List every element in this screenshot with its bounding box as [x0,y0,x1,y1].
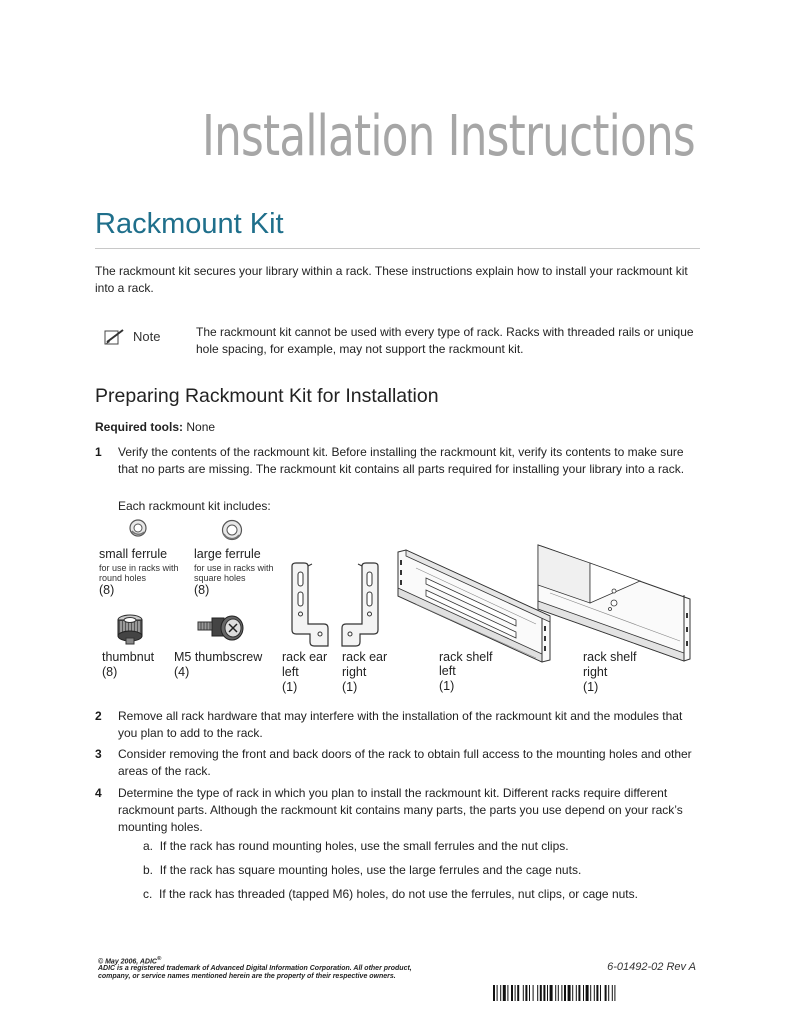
step-text: Verify the contents of the rackmount kit. Before installing the rackmount kit, verify its contents to make sure that no parts are missing. The rackmount kit contains all parts required for installing your library into a rack. [118,445,685,476]
small-ferrule-label: small ferrule [99,547,168,561]
sub-item [143,838,569,855]
small-ferrule-desc: for use in racks with [99,563,179,573]
title-divider [95,248,700,249]
step-number: 4 [95,786,102,800]
required-tools [95,419,215,436]
rack-ear-right-qty: (1) [342,680,358,694]
trademark-line: ADIC is a registered trademark of Advanced Digital Information Corporation. All other product, [98,965,412,972]
rack-shelf-left-label: rack shelf [439,650,493,664]
note-text: The rackmount kit cannot be used with every type of rack. Racks with threaded rails or unique hole spacing, for example, may not support the rackmount kit. [196,325,694,356]
note-label: Note [133,329,161,344]
step-text: Remove all rack hardware that may interfere with the installation of the rackmount kit and the modules that you plan to add to the rack. [118,709,683,740]
step-number: 1 [95,445,102,459]
rack-shelf-right-qty: (1) [583,680,599,694]
step-text: Consider removing the front and back doors of the rack to obtain full access to the mounting holes and other areas of the rack. [118,747,692,778]
step-text: Determine the type of rack in which you plan to install the rackmount kit. Different racks require different rackmount parts. Although the rackmount kit contains many parts, the parts you use depend on your rack’s mounting holes. [118,786,683,834]
sub-item-letter: b. [143,863,154,877]
sub-item-text: If the rack has round mounting holes, use the small ferrules and the nut clips. [159,839,569,853]
rack-ear-right-image [340,562,386,648]
large-ferrule-label: large ferrule [194,547,261,561]
thumbnut-image [116,612,144,646]
sub-item-text: If the rack has threaded (tapped M6) holes, do not use the ferrules, nut clips, or cage nuts. [159,887,638,901]
rack-shelf-right-label: rack shelf [583,650,637,664]
thumbnut-label: thumbnut [102,650,155,664]
barcode-image [493,985,693,1003]
rack-shelf-left-label: left [439,664,456,678]
rack-ear-left-qty: (1) [282,680,298,694]
step-number: 3 [95,747,102,761]
thumbnut-qty: (8) [102,665,118,679]
section-title: Rackmount Kit [95,208,284,240]
intro-paragraph: The rackmount kit secures your library within a rack. These instructions explain how to install your rackmount kit into a rack. [95,264,688,295]
rack-shelf-right-image [530,543,694,665]
small-ferrule-desc: round holes [99,573,147,583]
note-pencil-icon [104,328,126,346]
sub-item [143,862,581,879]
rack-shelf-left-image [396,548,552,664]
copyright-text: © May 2006, ADIC [98,958,157,966]
rack-ear-right-label: rack ear [342,650,388,664]
document-type-title: Installation Instructions [202,104,695,169]
required-tools-value: None [186,420,216,434]
sub-item-letter: a. [143,839,154,853]
sub-item-text: If the rack has square mounting holes, use the large ferrules and the cage nuts. [159,863,582,877]
kit-intro: Each rackmount kit includes: [118,499,271,513]
rack-ear-left-label: rack ear [282,650,328,664]
rack-ear-left-image [284,562,330,648]
sub-item-letter: c. [143,887,153,901]
rack-ear-left-label: left [282,665,299,679]
large-ferrule-qty: (8) [194,583,210,597]
document-number: 6-01492-02 Rev A [607,961,696,973]
trademark-line: company, or service names mentioned herein are the property of their respective owners. [98,973,396,980]
step-number: 2 [95,709,102,723]
sub-item [143,886,638,903]
small-ferrule-image [128,518,148,538]
thumbscrew-label: M5 thumbscrew [174,650,263,664]
large-ferrule-image [220,519,244,541]
thumbscrew-image [196,612,248,646]
rack-shelf-left-qty: (1) [439,679,455,693]
thumbscrew-qty: (4) [174,665,190,679]
registered-mark: ® [156,956,162,962]
large-ferrule-desc: for use in racks with [194,563,274,573]
subsection-heading: Preparing Rackmount Kit for Installation [95,385,439,407]
required-tools-label: Required tools: [95,420,184,434]
small-ferrule-qty: (8) [99,583,115,597]
large-ferrule-desc: square holes [194,573,246,583]
rack-ear-right-label: right [342,665,367,679]
rack-shelf-right-label: right [583,665,608,679]
